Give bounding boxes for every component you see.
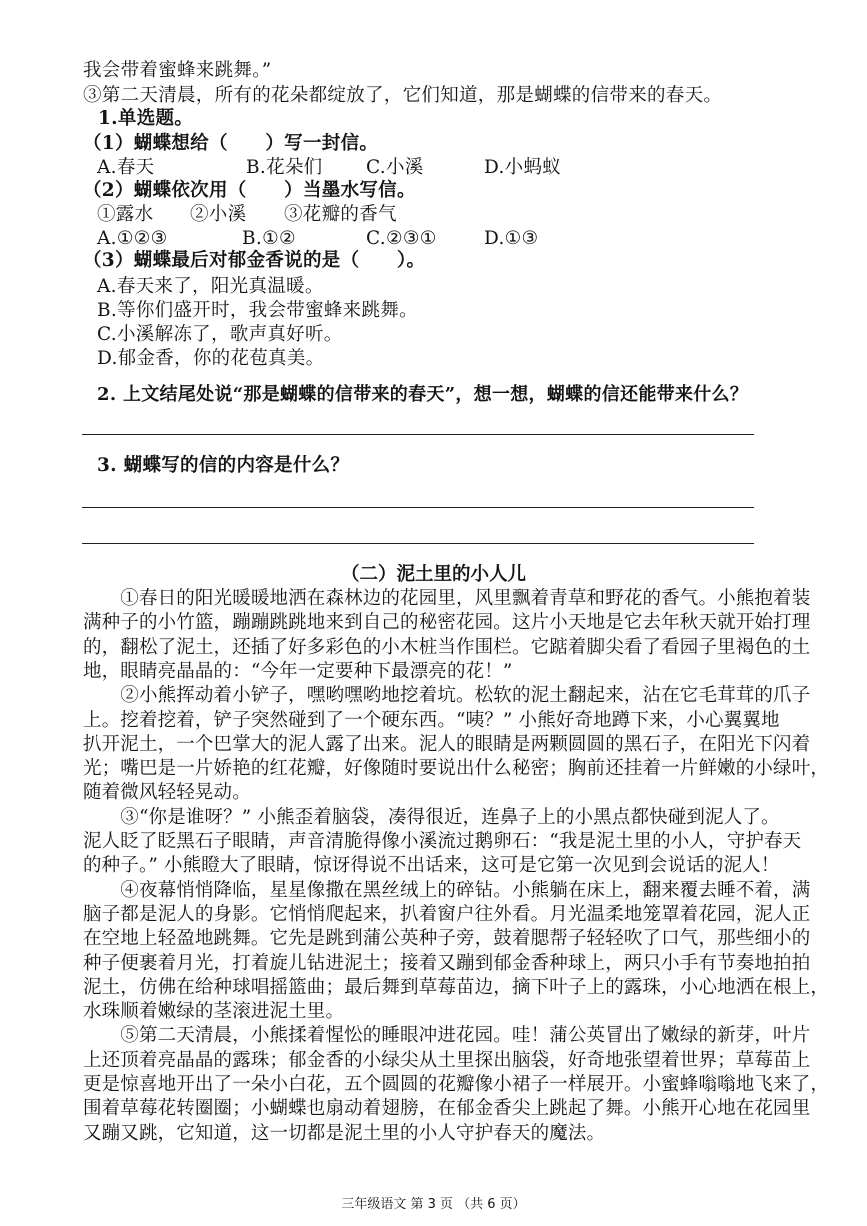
passage-title: （二）泥土里的小人儿	[340, 564, 526, 585]
passage-text-line: 泥土，仿佛在给种球唱摇篮曲；最后舞到草莓苗边，摘下叶子上的露珠，小心地洒在根上，	[83, 976, 830, 998]
option: B.①②	[242, 228, 296, 249]
passage-text-line: ④夜幕悄悄降临，星星像撒在黑丝绒上的碎钻。小熊躺在床上，翻来覆去睡不着，满	[83, 879, 811, 901]
question-stem: （2）蝴蝶依次用（ ）当墨水写信。	[83, 180, 416, 201]
question-stem: 3. 蝴蝶写的信的内容是什么？	[97, 455, 350, 476]
list-item: ③花瓣的香气	[284, 204, 397, 225]
passage-text-line: 种子便裹着月光，打着旋儿钻进泥土；接着又蹦到郁金香种球上，两只小手有节奏地拍拍	[83, 952, 811, 974]
passage-text-line: 上。挖着挖着，铲子突然碰到了一个硬东西。“咦？” 小熊好奇地蹲下来，小心翼翼地	[83, 709, 780, 731]
option: D.小蚂蚁	[484, 157, 562, 178]
passage-text-line: 在空地上轻盈地跳舞。它先是跳到蒲公英种子旁，鼓着腮帮子轻轻吹了口气，那些细小的	[83, 928, 811, 950]
passage-text-line: 水珠顺着嫩绿的茎滚进泥土里。	[83, 1001, 345, 1023]
passage-text-line: 上还顶着亮晶晶的露珠；郁金香的小绿尖从土里探出脑袋，好奇地张望着世界；草莓苗上	[83, 1049, 811, 1071]
question-stem: （1）蝴蝶想给（ ）写一封信。	[83, 133, 379, 154]
answer-line[interactable]	[82, 507, 754, 508]
passage-text-line: 的种子。” 小熊瞪大了眼睛，惊讶得说不出话来，这可是它第一次见到会说话的泥人！	[83, 855, 780, 877]
option: C.②③①	[366, 228, 437, 249]
option: B.花朵们	[246, 157, 323, 178]
option: D.①③	[484, 228, 539, 249]
passage-text-line: 满种子的小竹篮，蹦蹦跳跳地来到自己的秘密花园。这片小天地是它去年秋天就开始打理	[83, 612, 811, 634]
passage-text-line: ②小熊挥动着小铲子，嘿哟嘿哟地挖着坑。松软的泥土翻起来，沾在它毛茸茸的爪子	[83, 685, 811, 707]
option: A.①②③	[97, 228, 168, 249]
answer-line[interactable]	[82, 434, 754, 435]
passage-text-line: 围着草莓花转圈圈；小蝴蝶也扇动着翅膀，在郁金香尖上跳起了舞。小熊开心地在花园里	[83, 1098, 811, 1120]
option: B.等你们盛开时，我会带蜜蜂来跳舞。	[97, 300, 418, 321]
passage-text-line: ③“你是谁呀？” 小熊歪着脑袋，凑得很近，连鼻子上的小黑点都快碰到泥人了。	[83, 806, 780, 828]
passage-text-line: 光；嘴巴是一片娇艳的红花瓣，好像随时要说出什么秘密；胸前还挂着一片鲜嫩的小绿叶，	[83, 758, 830, 780]
option: D.郁金香，你的花苞真美。	[97, 348, 325, 369]
list-item: ①露水	[97, 204, 154, 225]
passage-text-line: ⑤第二天清晨，小熊揉着惺忪的睡眼冲进花园。哇！蒲公英冒出了嫩绿的新芽，叶片	[83, 1025, 811, 1047]
passage-text-line: 我会带着蜜蜂来跳舞。”	[83, 60, 272, 81]
passage-text-line: 泥人眨了眨黑石子眼睛，声音清脆得像小溪流过鹅卵石：“我是泥土里的小人，守护春天	[83, 831, 802, 852]
passage-text-line: 的，翻松了泥土，还插了好多彩色的小木桩当作围栏。它踮着脚尖看了看园子里褐色的土	[83, 636, 811, 658]
passage-text-line: 随着微风轻轻晃动。	[83, 782, 251, 804]
passage-text-line: ③第二天清晨，所有的花朵都绽放了，它们知道，那是蝴蝶的信带来的春天。	[83, 85, 723, 106]
passage-text-line: 更是惊喜地开出了一朵小白花，五个圆圆的花瓣像小裙子一样展开。小蜜蜂嗡嗡地飞来了，	[83, 1074, 830, 1095]
option: C.小溪	[366, 157, 424, 178]
answer-line[interactable]	[82, 543, 754, 544]
page-footer: 三年级语文 第 3 页 （共 6 页）	[341, 1197, 526, 1212]
option: C.小溪解冻了，歌声真好听。	[97, 324, 343, 345]
option: A.春天	[97, 157, 155, 178]
question-heading: 1.单选题。	[98, 108, 194, 129]
passage-text-line: ①春日的阳光暖暖地洒在森林边的花园里，风里飘着青草和野花的香气。小熊抱着装	[83, 588, 811, 609]
option: A.春天来了，阳光真温暖。	[97, 276, 324, 297]
question-stem: 2. 上文结尾处说“那是蝴蝶的信带来的春天”，想一想，蝴蝶的信还能带来什么？	[97, 384, 749, 405]
question-stem: （3）蝴蝶最后对郁金香说的是（ ）。	[83, 250, 426, 271]
passage-text-line: 又蹦又跳，它知道，这一切都是泥土里的小人守护春天的魔法。	[83, 1122, 606, 1144]
passage-text-line: 地，眼睛亮晶晶的：“今年一定要种下最漂亮的花！”	[83, 660, 513, 682]
list-item: ②小溪	[190, 204, 247, 225]
passage-text-line: 扒开泥土，一个巴掌大的泥人露了出来。泥人的眼睛是两颗圆圆的黑石子，在阳光下闪着	[83, 733, 811, 755]
passage-text-line: 脑子都是泥人的身影。它悄悄爬起来，扒着窗户往外看。月光温柔地笼罩着花园，泥人正	[83, 903, 811, 925]
